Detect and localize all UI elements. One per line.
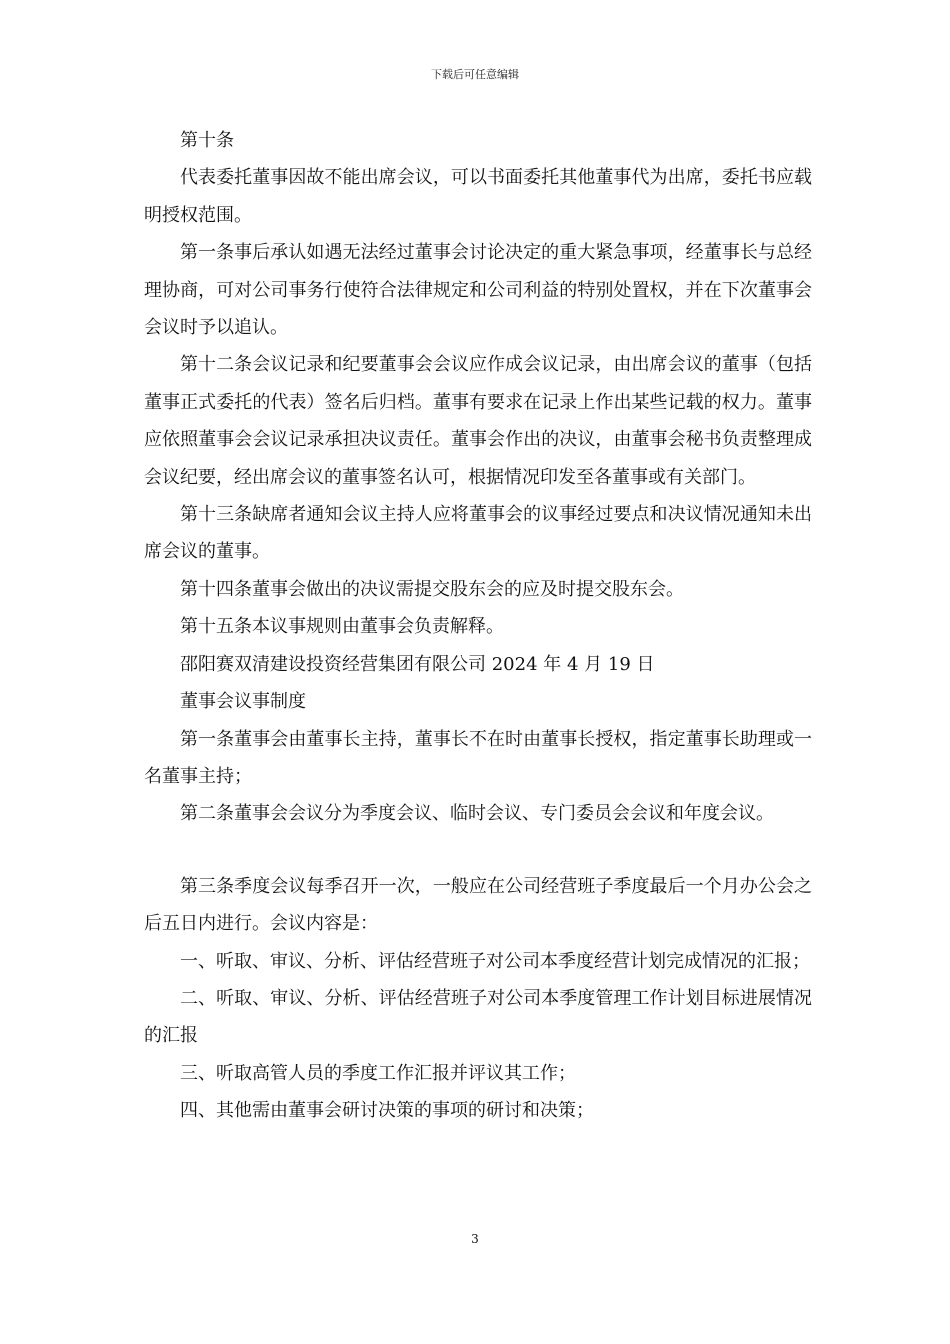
section-title: 董事会议事制度 [180, 691, 306, 713]
article-13-paragraph: 第十三条缺席者通知会议主持人应将董事会的议事经过要点和决议情况通知未出席会议的董事。 [144, 504, 812, 563]
document-body [144, 122, 812, 1130]
paragraph-gap [144, 833, 812, 868]
article-12-paragraph: 第十二条会议记录和纪要董事会会议应作成会议记录，由出席会议的董事（包括董事正式委托的代表）签名后归档。董事有要求在记录上作出某些记载的权力。董事应依照董事会会议记录承担决议责任。董事会作出的决议，由董事会秘书负责整理成会议纪要，经出席会议的董事签名认可，根据情况印发至各董事或有关部门。 [144, 354, 812, 488]
list-item-2: 二、听取、审议、分析、评估经营班子对公司本季度管理工作计划目标进展情况的汇报 [144, 987, 812, 1047]
article-15-paragraph: 第十五条本议事规则由董事会负责解释。 [180, 616, 504, 638]
list-item-4: 四、其他需由董事会研讨决策的事项的研讨和决策； [180, 1100, 594, 1122]
article-11-paragraph: 第一条事后承认如遇无法经过董事会讨论决定的重大紧急事项，经董事长与总经理协商，可对公司事务行使符合法律规定和公司利益的特别处置权，并在下次董事会会议时予以追认。 [144, 242, 812, 339]
article-10-heading: 第十条 [180, 130, 234, 151]
page-header: 下载后可任意编辑 [431, 68, 519, 81]
rule-article-2: 第二条董事会会议分为季度会议、临时会议、专门委员会会议和年度会议。 [180, 803, 774, 825]
company-date-line: 邵阳赛双清建设投资经营集团有限公司 2024 年 4 月 19 日 [180, 653, 655, 675]
rule-article-1: 第一条董事会由董事长主持，董事长不在时由董事长授权，指定董事长助理或一名董事主持； [144, 728, 812, 787]
list-item-3: 三、听取高管人员的季度工作汇报并评议其工作； [180, 1062, 576, 1084]
rule-article-3: 第三条季度会议每季召开一次，一般应在公司经营班子季度最后一个月办公会之后五日内进行。会议内容是： [144, 875, 812, 935]
list-item-1: 一、听取、审议、分析、评估经营班子对公司本季度经营计划完成情况的汇报； [180, 950, 810, 972]
page-number: 3 [471, 1232, 479, 1246]
article-14-paragraph: 第十四条董事会做出的决议需提交股东会的应及时提交股东会。 [180, 578, 684, 600]
paragraph-proxy-delegation: 代表委托董事因故不能出席会议，可以书面委托其他董事代为出席，委托书应载明授权范围。 [144, 167, 812, 226]
